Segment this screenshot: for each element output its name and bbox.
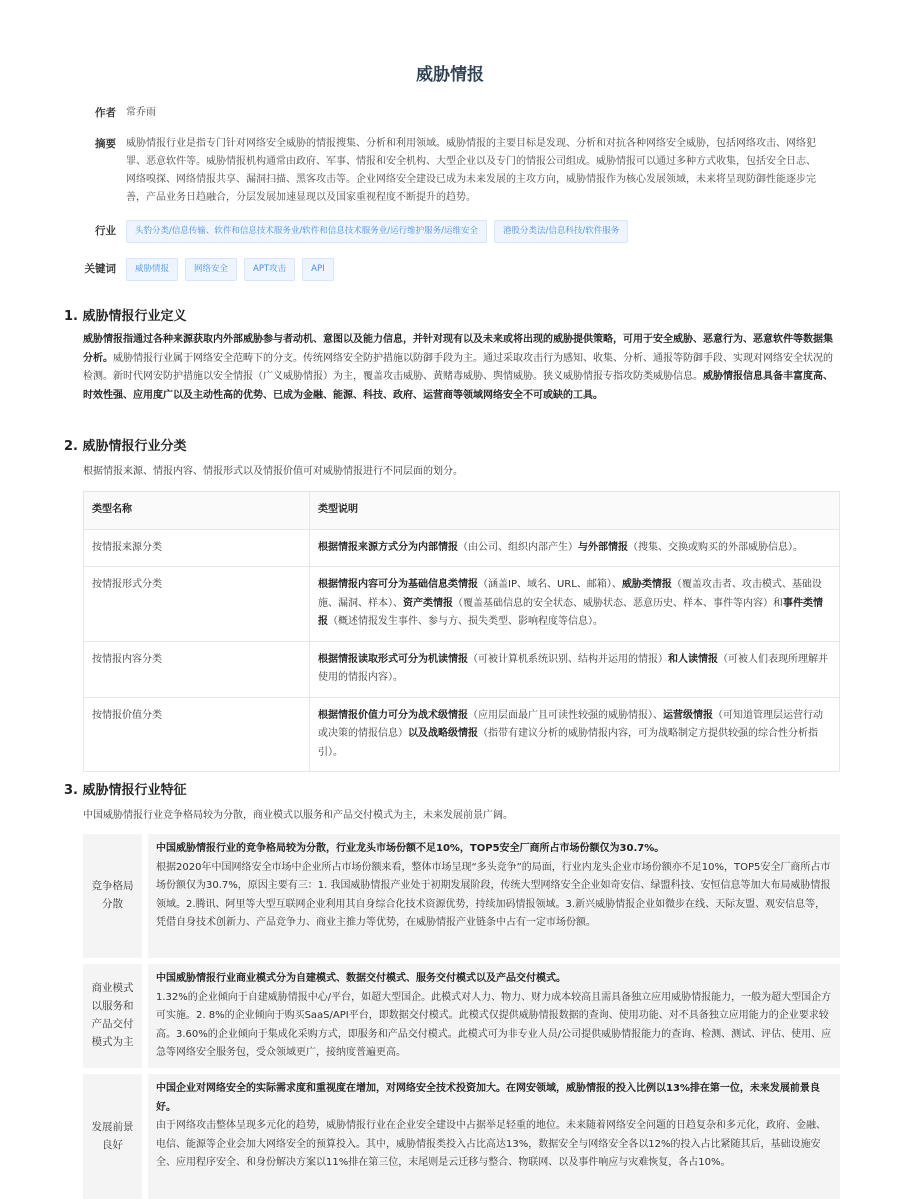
feature-block — [83, 1074, 840, 1199]
table-row — [84, 567, 840, 642]
feature-content — [148, 964, 840, 1068]
feature-headline: 中国企业对网络安全的实际需求度和重视度在增加，对网络安全技术投资加大。在网安领域，威胁情报的投入比例以13%排在第一位，未来发展前景良好。 — [156, 1083, 820, 1113]
keywords-row — [80, 258, 820, 281]
industry-tag[interactable]: 港股分类法/信息科技/软件服务 — [494, 220, 628, 243]
feature-headline: 中国威胁情报行业的竞争格局较为分散，行业龙头市场份额不足10%，TOP5安全厂商所占市场份额仅为30.7%。 — [156, 843, 665, 854]
desc-bold: 和人读情报 — [668, 653, 718, 665]
col-header-desc: 类型说明 — [310, 492, 840, 530]
keyword-tags — [126, 258, 820, 281]
desc-text: （覆盖基础信息的安全状态、威胁状态、恶意历史、样本、事件等内容）和 — [453, 597, 783, 609]
section-1-heading: 1. 威胁情报行业定义 — [64, 309, 187, 324]
feature-label: 竞争格局分散 — [83, 834, 142, 958]
abstract-label: 摘要 — [95, 138, 116, 150]
section-3-intro: 中国威胁情报行业竞争格局较为分散，商业模式以服务和产品交付模式为主，未来发展前景广阔。 — [83, 810, 513, 821]
page-title: 威胁情报 — [416, 65, 484, 85]
feature-label: 发展前景良好 — [83, 1074, 142, 1199]
definition-bold-1: 威胁情报指通过各种来源获取内外部威胁参与者动机、意图以及能力信息，并针对现有以及未来或将出现的威胁提供策略，可用于安全威胁、恶意行为、恶意软件等数据集分析。 — [83, 334, 833, 364]
classification-table — [83, 491, 840, 772]
table-row — [84, 697, 840, 772]
feature-body: 根据2020年中国网络安全市场中企业所占市场份额来看，整体市场呈现“多头竞争”的局面，行业内龙头企业市场份额亦不足10%，TOP5安全厂商所占市场份额仅为30.7%，原因主要有三：1. 我国威胁情报产业处于初期发展阶段，传统大型网络安全企业如奇安信、绿盟科技、安恒信息等加大布局威胁情报领域。2.腾讯、阿里等大型互联网企业利用其自身综合化技术资源优势，持续加码情报领域。3.新兴威胁情报企业如微步在线、天际友盟、观安信息等，凭借自身技术创新力、产品竞争力、商业主推力等优势，在威胁情报产业链条中占有一定市场份额。 — [156, 861, 831, 928]
desc-bold: 根据情报价值力可分为战术级情报 — [318, 709, 468, 721]
author-label: 作者 — [95, 107, 116, 119]
row-desc — [310, 697, 840, 772]
row-name: 按情报价值分类 — [84, 697, 310, 772]
desc-text: （覆盖攻击者、攻击模式、基础设施、漏洞、样本）、 — [318, 579, 822, 609]
industry-row — [80, 220, 820, 243]
feature-label: 商业模式以服务和产品交付模式为主 — [83, 964, 142, 1068]
keyword-tag[interactable]: 威胁情报 — [126, 258, 178, 281]
definition-bold-2: 威胁情报信息具备丰富度高、时效性强、应用度广以及主动性高的优势、已成为金融、能源、科技、政府、运营商等领域网络安全不可或缺的工具。 — [83, 371, 833, 401]
section-2-heading: 2. 威胁情报行业分类 — [64, 439, 187, 454]
feature-headline: 中国威胁情报行业商业模式分为自建模式、数据交付模式、服务交付模式以及产品交付模式。 — [156, 973, 566, 984]
row-name: 按情报内容分类 — [84, 641, 310, 697]
desc-bold: 以及战略级情报 — [408, 728, 478, 739]
desc-bold: 威胁类情报 — [621, 579, 672, 590]
abstract-row — [80, 135, 820, 207]
table-header-row — [84, 492, 840, 530]
desc-text: （应用层面最广且可读性较强的威胁情报）、 — [468, 709, 663, 721]
section-2-intro: 根据情报来源、情报内容、情报形式以及情报价值可对威胁情报进行不同层面的划分。 — [83, 466, 463, 477]
author-row — [80, 104, 820, 122]
keyword-tag[interactable]: API — [302, 258, 333, 281]
desc-bold: 事件类情报 — [318, 597, 823, 627]
desc-bold: 根据情报读取形式可分为机读情报 — [318, 653, 468, 665]
row-desc — [310, 567, 840, 642]
desc-text: （可被计算机系统识别、结构并运用的情报） — [468, 653, 668, 665]
definition-text: 威胁情报行业属于网络安全范畴下的分支。传统网络安全防护措施以防御手段为主。通过采取攻击行为感知、收集、分析、通报等防御手段、实现对网络安全状况的检测。新时代网安防护措施以安全情报（广义威胁情报）为主，覆盖攻击威胁、黄赌毒威胁、舆情威胁。狭义威胁情报专指攻防类威胁信息。 — [83, 352, 833, 382]
industry-label: 行业 — [95, 225, 116, 238]
desc-bold: 资产类情报 — [403, 597, 453, 609]
table-row — [84, 641, 840, 697]
feature-content — [148, 834, 840, 958]
row-name: 按情报形式分类 — [84, 567, 310, 642]
industry-tag[interactable]: 头豹分类/信息传输、软件和信息技术服务业/软件和信息技术服务业/运行维护服务/运维安全 — [126, 220, 487, 243]
feature-block — [83, 834, 840, 958]
desc-text: （可知道管理层运营行动或决策的情报信息） — [318, 709, 823, 739]
desc-bold: 运营级情报 — [663, 709, 713, 721]
desc-text: （概述情报发生事件、参与方、损失类型、影响程度等信息）。 — [328, 616, 603, 627]
desc-bold: 与外部情报 — [578, 541, 628, 553]
desc-text: （由公司、组织内部产生） — [458, 541, 578, 553]
desc-text: （指带有建议分析的威胁情报内容，可为战略制定方提供较强的综合性分析指引）。 — [318, 728, 818, 758]
author-name: 常乔雨 — [126, 107, 156, 118]
desc-text: （涵盖IP、域名、URL、邮箱）、 — [478, 579, 622, 590]
desc-text: （可被人们表现所理解并使用的情报内容）。 — [318, 653, 828, 683]
section-1-body — [83, 331, 840, 405]
feature-block — [83, 964, 840, 1068]
abstract-text: 威胁情报行业是指专门针对网络安全威胁的情报搜集、分析和利用领域。威胁情报的主要目标是发现、分析和对抗各种网络安全威胁，包括网络攻击、网络犯罪、恶意软件等。威胁情报机构通常由政府、军事、情报和安全机构、大型企业以及专门的情报公司组成。威胁情报可以通过多种方式收集，包括安全日志、网络嗅探、网络情报共享、漏洞扫描、黑客攻击等。企业网络安全建设已成为未来发展的主攻方向，威胁情报作为核心发展领域，未来将呈现防御性能逐步完善，产品业务日趋融合，分层发展加速显现以及国家重视程度不断提升的趋势。 — [126, 138, 816, 203]
desc-bold: 根据情报内容可分为基础信息类情报 — [318, 579, 478, 590]
row-name: 按情报来源分类 — [84, 529, 310, 567]
feature-content — [148, 1074, 840, 1199]
section-3-heading: 3. 威胁情报行业特征 — [64, 783, 187, 798]
row-desc — [310, 641, 840, 697]
col-header-name: 类型名称 — [84, 492, 310, 530]
industry-tags — [126, 220, 820, 243]
keyword-tag[interactable]: 网络安全 — [185, 258, 237, 281]
keyword-tag[interactable]: APT攻击 — [244, 258, 295, 281]
desc-text: （搜集、交换或购买的外部威胁信息）。 — [628, 541, 803, 553]
feature-body: 由于网络攻击整体呈现多元化的趋势，威胁情报行业在企业安全建设中占据举足轻重的地位。未来随着网络安全问题的日趋复杂和多元化，政府、金融、电信、能源等企业会加大网络安全的预算投入。其中，威胁情报类投入占比高达13%，数据安全与网络安全各以12%的投入占比紧随其后，基础设施安全、应用程序安全、和身份解决方案以11%排在第三位，末尾则是云迁移与整合、物联网、以及事件响应与灾难恢复，各占10%。 — [156, 1120, 826, 1168]
desc-bold: 根据情报来源方式分为内部情报 — [318, 541, 458, 553]
keywords-label: 关键词 — [84, 263, 116, 276]
row-desc — [310, 529, 840, 567]
feature-body: 1.32%的企业倾向于自建威胁情报中心/平台，如超大型国企。此模式对人力、物力、财力成本较高且需具备独立应用威胁情报能力，一般为超大型国企方可实施。2. 8%的企业倾向于购买SaaS/API平台，即数据交付模式。此模式仅提供威胁情报数据的查询、使用功能、对不具备独立应用能力的企业要求较高。3.60%的企业倾向于集成化采购方式，即服务和产品交付模式。此模式可为非专业人员/公司提供威胁情报能力的查询、检测、测试、评估、使用、应急等网络安全服务包，受众领域更广，接纳度普遍更高。 — [156, 991, 832, 1058]
table-row — [84, 529, 840, 567]
